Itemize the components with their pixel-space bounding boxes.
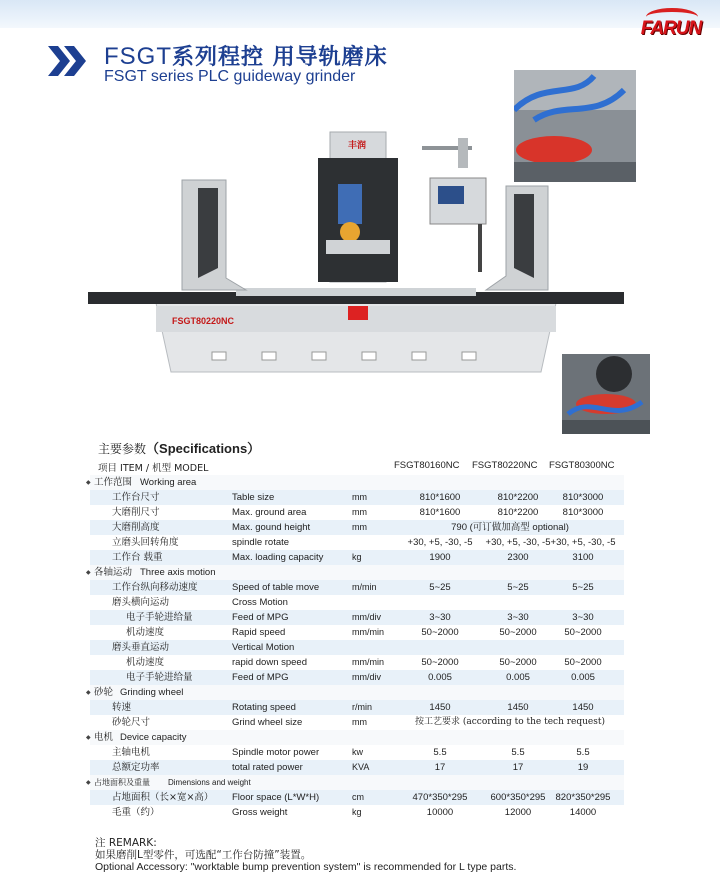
- spec-row: [90, 550, 624, 565]
- machine-head-badge: 丰润: [348, 141, 367, 151]
- logo-text: FARUN: [640, 18, 702, 39]
- header-model-2: FSGT80220NC: [472, 460, 538, 471]
- page-title-cn: [104, 40, 388, 71]
- header-model-1: FSGT80160NC: [394, 460, 460, 471]
- spec-row: [90, 505, 624, 520]
- spec-unit: mm: [352, 492, 367, 502]
- spec-value-model-3: 50~2000: [564, 657, 602, 668]
- spec-unit: kg: [352, 807, 362, 817]
- spec-label-cn: 砂轮尺寸: [112, 717, 151, 728]
- spec-value-model-1: 17: [434, 762, 446, 773]
- spec-label-en: spindle rotate: [232, 537, 290, 548]
- spec-section-row: [86, 475, 624, 490]
- section-label-en: Working area: [140, 477, 197, 488]
- spec-value-model-3: 14000: [569, 807, 597, 818]
- spec-heading-en: Specifications: [159, 441, 248, 456]
- spec-label-cn: 电子手轮进给量: [126, 612, 193, 623]
- section-label-en: Grinding wheel: [120, 687, 184, 698]
- remark-cn: 如果磨削L型零件，可选配“工作台防撞”装置。: [95, 849, 312, 861]
- spec-value-model-3: +30, +5, -30, -5: [550, 537, 616, 548]
- spec-label-en: rapid down speed: [232, 657, 307, 668]
- spec-value-model-2: 50~2000: [499, 657, 537, 668]
- spec-row: [90, 760, 624, 775]
- section-label-en: Device capacity: [120, 732, 187, 743]
- spec-value-model-2: 810*2200: [497, 507, 539, 518]
- spec-unit: mm: [352, 507, 367, 517]
- spec-row: [90, 490, 624, 505]
- spec-label-cn: 大磨削高度: [112, 522, 160, 533]
- section-label-cn: 各轴运动: [94, 567, 133, 578]
- spec-heading-cn: 主要参数: [98, 442, 147, 456]
- spec-value-model-1: 470*350*295: [412, 792, 468, 803]
- spec-row: [90, 625, 624, 640]
- spec-label-en: Table size: [232, 492, 275, 503]
- spec-label-cn: 磨头垂直运动: [112, 642, 170, 653]
- machine-model-plate: FSGT80220NC: [172, 316, 235, 326]
- spec-value-model-2: 5~25: [507, 582, 529, 593]
- spec-value-model-2: 1450: [507, 702, 529, 713]
- spec-row: [90, 580, 624, 595]
- spec-label-cn: 占地面积（长×宽×高）: [112, 792, 214, 803]
- spec-value-model-1: 810*1600: [419, 492, 461, 503]
- section-label-cn: 砂轮: [94, 687, 114, 698]
- spec-label-cn: 机动速度: [126, 627, 165, 638]
- spec-value-model-1: 50~2000: [421, 627, 459, 638]
- specifications-table: [86, 475, 624, 820]
- double-chevron-icon: [48, 46, 88, 76]
- spec-section-row: [86, 685, 624, 700]
- spec-table-header: [98, 460, 628, 474]
- spec-label-cn: 电子手轮进给量: [126, 672, 193, 683]
- spec-value-model-1: 50~2000: [421, 657, 459, 668]
- spec-row: [90, 655, 624, 670]
- spec-value-model-1: 3~30: [429, 612, 451, 623]
- spec-row: [90, 535, 624, 550]
- spec-label-en: Feed of MPG: [232, 672, 289, 683]
- spec-value-model-2: 5.5: [511, 747, 525, 758]
- spec-label-cn: 总额定功率: [112, 762, 160, 773]
- spec-value-model-2: 600*350*295: [490, 792, 546, 803]
- spec-value-model-2: 17: [512, 762, 524, 773]
- spec-label-cn: 主轴电机: [112, 747, 151, 758]
- spec-value-model-3: 50~2000: [564, 627, 602, 638]
- spec-value-model-1: 5~25: [429, 582, 451, 593]
- title-cn-text: 系列程控 用导轨磨床: [172, 45, 388, 70]
- section-label-cn: 占地面积及重量: [94, 778, 150, 787]
- page-title-en: FSGT series PLC guideway grinder: [104, 68, 356, 85]
- spec-unit: mm/min: [352, 627, 384, 637]
- spec-value-model-2: +30, +5, -30, -5: [485, 537, 551, 548]
- spec-value-model-2: 3~30: [507, 612, 529, 623]
- title-model-series: FSGT: [104, 43, 172, 70]
- spec-row: [90, 610, 624, 625]
- bullet-icon: ◆: [86, 779, 91, 786]
- bullet-icon: ◆: [86, 734, 91, 741]
- spec-label-en: Speed of table move: [232, 582, 320, 593]
- spec-section-row: [86, 565, 624, 580]
- spec-unit: mm/div: [352, 672, 381, 682]
- spec-value-model-2: 50~2000: [499, 627, 537, 638]
- spec-label-cn: 机动速度: [126, 657, 165, 668]
- spec-label-en: Feed of MPG: [232, 612, 289, 623]
- spec-label-en: Vertical Motion: [232, 642, 295, 653]
- spec-row: [90, 520, 624, 535]
- spec-unit: mm: [352, 717, 367, 727]
- spec-label-en: Max. gound height: [232, 522, 311, 533]
- spec-value-model-1: 5.5: [433, 747, 447, 758]
- spec-row: [90, 595, 624, 610]
- spec-label-en: Floor space (L*W*H): [232, 792, 320, 803]
- section-label-cn: 工作范围: [94, 477, 133, 488]
- spec-value-model-3: 3100: [572, 552, 594, 563]
- spec-value-all: 790 (可订做加高型 optional): [451, 522, 569, 533]
- spec-row: [90, 805, 624, 820]
- spec-unit: r/min: [352, 702, 372, 712]
- spec-value-model-2: 12000: [504, 807, 532, 818]
- spec-label-cn: 大磨削尺寸: [112, 507, 160, 518]
- spec-unit: KVA: [352, 762, 370, 772]
- spec-value-model-2: 2300: [507, 552, 529, 563]
- spec-unit: mm/div: [352, 612, 381, 622]
- spec-unit: kw: [352, 747, 363, 757]
- spec-unit: cm: [352, 792, 364, 802]
- spec-value-all: 按工艺要求 (according to the tech request): [415, 717, 605, 727]
- spec-label-en: Gross weight: [232, 807, 288, 818]
- header-item-model: 项目 ITEM / 机型 MODEL: [98, 463, 209, 474]
- specifications-heading: 主要参数（Specifications）: [98, 441, 261, 456]
- spec-value-model-1: +30, +5, -30, -5: [407, 537, 473, 548]
- detail-photo-wheel: [562, 354, 650, 434]
- top-banner: [0, 0, 720, 28]
- remark-label: 注 REMARK:: [95, 837, 157, 849]
- remark-en: Optional Accessory: "worktable bump prevention system" is recommended for L type parts.: [95, 861, 517, 873]
- spec-section-row: [86, 775, 624, 790]
- spec-row: [90, 700, 624, 715]
- detail-photo-coolant: [514, 70, 636, 182]
- spec-value-model-3: 810*3000: [562, 507, 604, 518]
- spec-label-cn: 工作台 载重: [112, 552, 163, 563]
- spec-label-cn: 磨头横向运动: [112, 597, 170, 608]
- spec-value-model-1: 1450: [429, 702, 451, 713]
- section-label-en: Dimensions and weight: [168, 778, 251, 787]
- spec-value-model-1: 810*1600: [419, 507, 461, 518]
- brand-logo: [638, 8, 704, 48]
- spec-value-model-3: 5~25: [572, 582, 594, 593]
- spec-unit: kg: [352, 552, 362, 562]
- spec-value-model-1: 1900: [429, 552, 451, 563]
- spec-value-model-3: 1450: [572, 702, 594, 713]
- bullet-icon: ◆: [86, 689, 91, 696]
- spec-value-model-3: 810*3000: [562, 492, 604, 503]
- bullet-icon: ◆: [86, 479, 91, 486]
- spec-label-en: Max. ground area: [232, 507, 307, 518]
- spec-value-model-3: 19: [577, 762, 589, 773]
- spec-row: [90, 790, 624, 805]
- remark-block: [95, 837, 516, 873]
- spec-label-en: Rapid speed: [232, 627, 286, 638]
- spec-value-model-1: 0.005: [428, 672, 452, 683]
- spec-value-model-3: 0.005: [571, 672, 595, 683]
- spec-value-model-3: 820*350*295: [555, 792, 611, 803]
- spec-label-en: total rated power: [232, 762, 303, 773]
- spec-label-en: Rotating speed: [232, 702, 296, 713]
- spec-value-model-2: 0.005: [506, 672, 530, 683]
- spec-value-model-3: 5.5: [576, 747, 590, 758]
- spec-label-cn: 工作台尺寸: [112, 492, 160, 503]
- section-label-cn: 电机: [94, 732, 114, 743]
- spec-label-cn: 工作台纵向移动速度: [112, 582, 198, 593]
- bullet-icon: ◆: [86, 569, 91, 576]
- header-model-3: FSGT80300NC: [549, 460, 615, 471]
- spec-label-en: Max. loading capacity: [232, 552, 324, 563]
- spec-section-row: [86, 730, 624, 745]
- spec-value-model-3: 3~30: [572, 612, 594, 623]
- spec-row: [90, 745, 624, 760]
- spec-label-en: Cross Motion: [232, 597, 288, 608]
- spec-row: [90, 715, 624, 730]
- spec-value-model-2: 810*2200: [497, 492, 539, 503]
- spec-row: [90, 640, 624, 655]
- spec-unit: m/min: [352, 582, 377, 592]
- spec-unit: mm/min: [352, 657, 384, 667]
- spec-unit: mm: [352, 522, 367, 532]
- spec-label-cn: 转速: [112, 702, 132, 713]
- section-label-en: Three axis motion: [140, 567, 216, 578]
- spec-label-cn: 立磨头回转角度: [112, 537, 179, 548]
- spec-label-cn: 毛重（约）: [112, 807, 160, 818]
- spec-label-en: Spindle motor power: [232, 747, 320, 758]
- spec-label-en: Grind wheel size: [232, 717, 303, 728]
- spec-row: [90, 670, 624, 685]
- spec-value-model-1: 10000: [426, 807, 454, 818]
